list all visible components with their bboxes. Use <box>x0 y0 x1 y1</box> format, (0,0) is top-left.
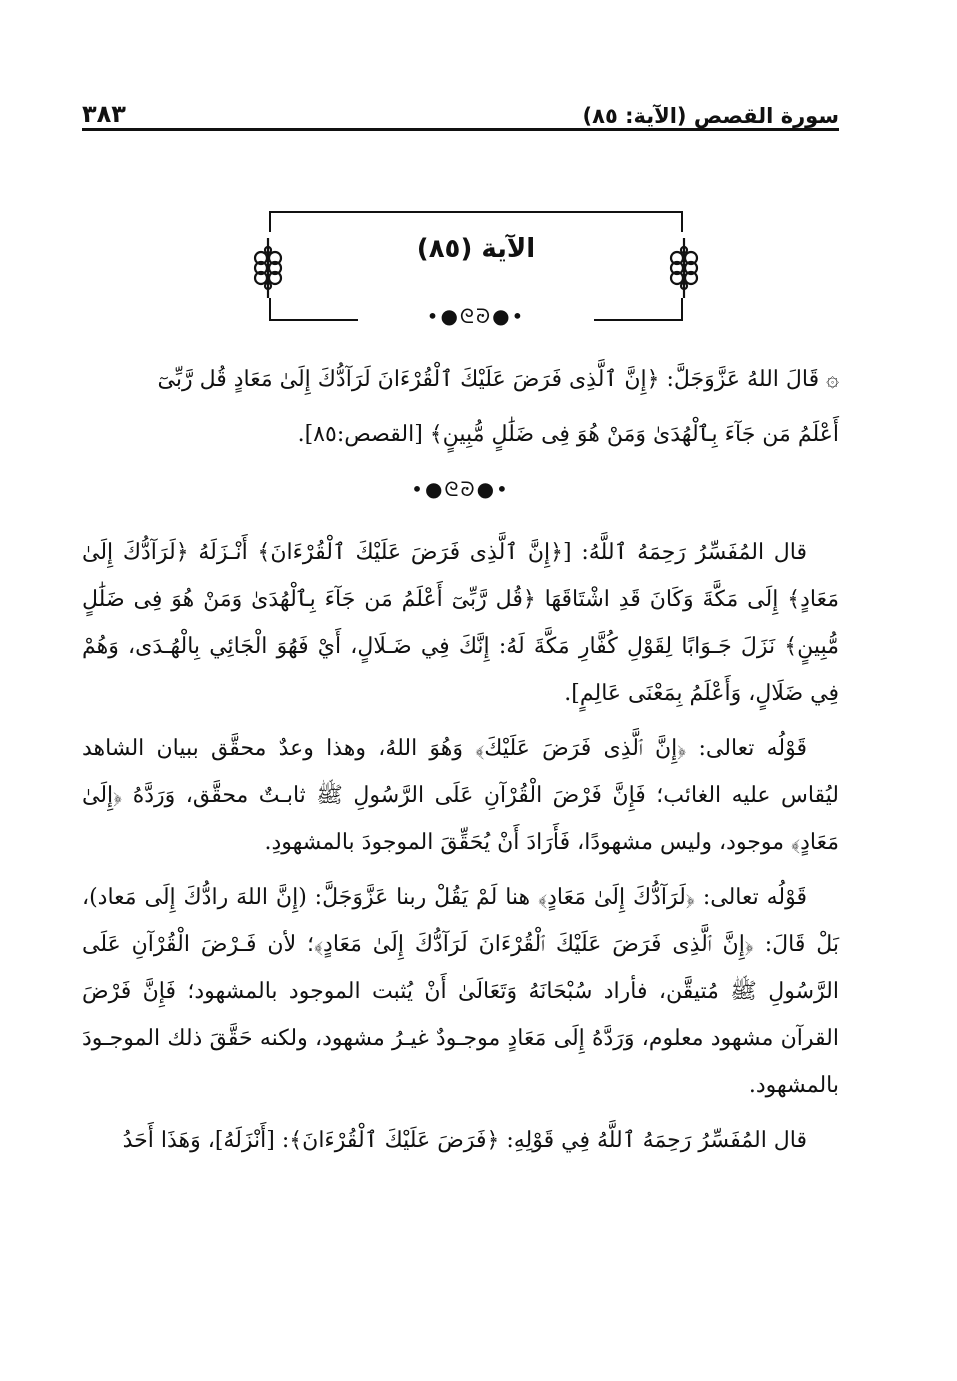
running-title: سورة القصص (الآية: ٨٥) <box>582 104 839 128</box>
page-header <box>82 92 839 128</box>
header-rule <box>82 128 839 131</box>
section-title: الآية (٨٥) <box>416 234 536 264</box>
paragraph-3: قَوْلُه تعالى: ﴿لَرَآدُّكَ إِلَىٰ مَعَادٍ﴾ هنا لَمْ يَقُلْ ربنا عَزَّوَجَلَّ: (إِنَّ اللهَ رادُّكَ إِلَى مَعاد)، بَلْ قَالَ: ﴿إِنَّ ٱلَّذِى فَرَضَ عَلَيْكَ ٱلْقُرْءَانَ لَرَآدُّكَ إِلَىٰ مَعَادٍ﴾؛ لأن فَـرْضَ الْقُرْآنِ عَلَى الرَّسُولِ ﷺ مُتيقَّن، فأراد سُبْحَانَهُ وَتَعَالَىٰ أَنْ يُثبت الموجود بالمشهود؛ فَإِنَّ فَرْضَ القرآن مشهود معلوم، وَرَدَّهُ إِلَى مَعَادٍ موجـودٌ غيـرُ مشهود، ولكنه حَقَّقَ ذلك الموجـودَ بالمشهود. <box>82 885 839 1098</box>
verse-line-1: ۞ قَالَ اللهُ عَزَّوَجَلَّ: ﴿إِنَّ ٱلَّذِى فَرَضَ عَلَيْكَ ٱلْقُرْءَانَ لَرَآدُّكَ إِلَىٰ مَعَادٍ قُل رَّبِّىٓ <box>157 367 839 392</box>
page-body <box>82 356 839 1172</box>
verse-line-2: أَعْلَمُ مَن جَآءَ بِٱلْهُدَىٰ وَمَنْ هُوَ فِى ضَلَٰلٍ مُّبِينٍ﴾ [القصص:٨٥]. <box>297 422 839 447</box>
paragraph-4: قال المُفَسِّرُ رَحِمَهُ ٱللَّهُ فِي قَوْلِهِ: ﴿فَرَضَ عَلَيْكَ ٱلْقُرْءَانَ﴾: [أَنْزَلَهُ]، وَهَذَا أَحَدُ <box>122 1128 807 1153</box>
title-ornament: •●ᘓᘒ●• <box>426 304 526 328</box>
paragraph-2: قَوْلُه تعالى: ﴿إِنَّ ٱلَّذِى فَرَضَ عَلَيْكَ﴾ وَهُوَ اللهُ، وهذا وعدٌ محقَّق ببيان الشاهد ليُقاس عليه الغائب؛ فَإِنَّ فَرْضَ الْقُرْآنِ عَلَى الرَّسُولِ ﷺ ثابـتٌ محقَّق، وَرَدَّهُ ﴿إِلَىٰ مَعَادٍ﴾ موجود، وليس مشهودًا، فَأَرَادَ أَنْ يُحَقِّقَ الموجودَ بالمشهودِ. <box>82 736 839 855</box>
page-number: ٣٨٣ <box>82 100 126 128</box>
paragraph-1: قال المُفَسِّرُ رَحِمَهُ ٱللَّهُ: [﴿إِنَّ ٱلَّذِى فَرَضَ عَلَيْكَ ٱلْقُرْءَانَ﴾ أَنْـزَلَهُ ﴿لَرَآدُّكَ إِلَىٰ مَعَادٍ﴾ إِلَى مَكَّةَ وَكَانَ قَدِ اشْتَاقَهَا ﴿قُل رَّبِّىٓ أَعْلَمُ مَن جَآءَ بِٱلْهُدَىٰ وَمَنْ هُوَ فِى ضَلَٰلٍ مُّبِينٍ﴾ نَزَلَ جَـوَابًا لِقَوْلِ كُفَّارِ مَكَّةَ لَهُ: إِنَّكَ فِي ضَـلَالٍ، أَيْ فَهُوَ الْجَائِي بِالْهُـدَى، وَهُمْ فِي ضَلَالٍ، وَأَعْلَمُ بِمَعْنَى عَالِمٍ]. <box>82 540 839 706</box>
section-separator: •●ᘓᘒ●• <box>411 477 510 501</box>
